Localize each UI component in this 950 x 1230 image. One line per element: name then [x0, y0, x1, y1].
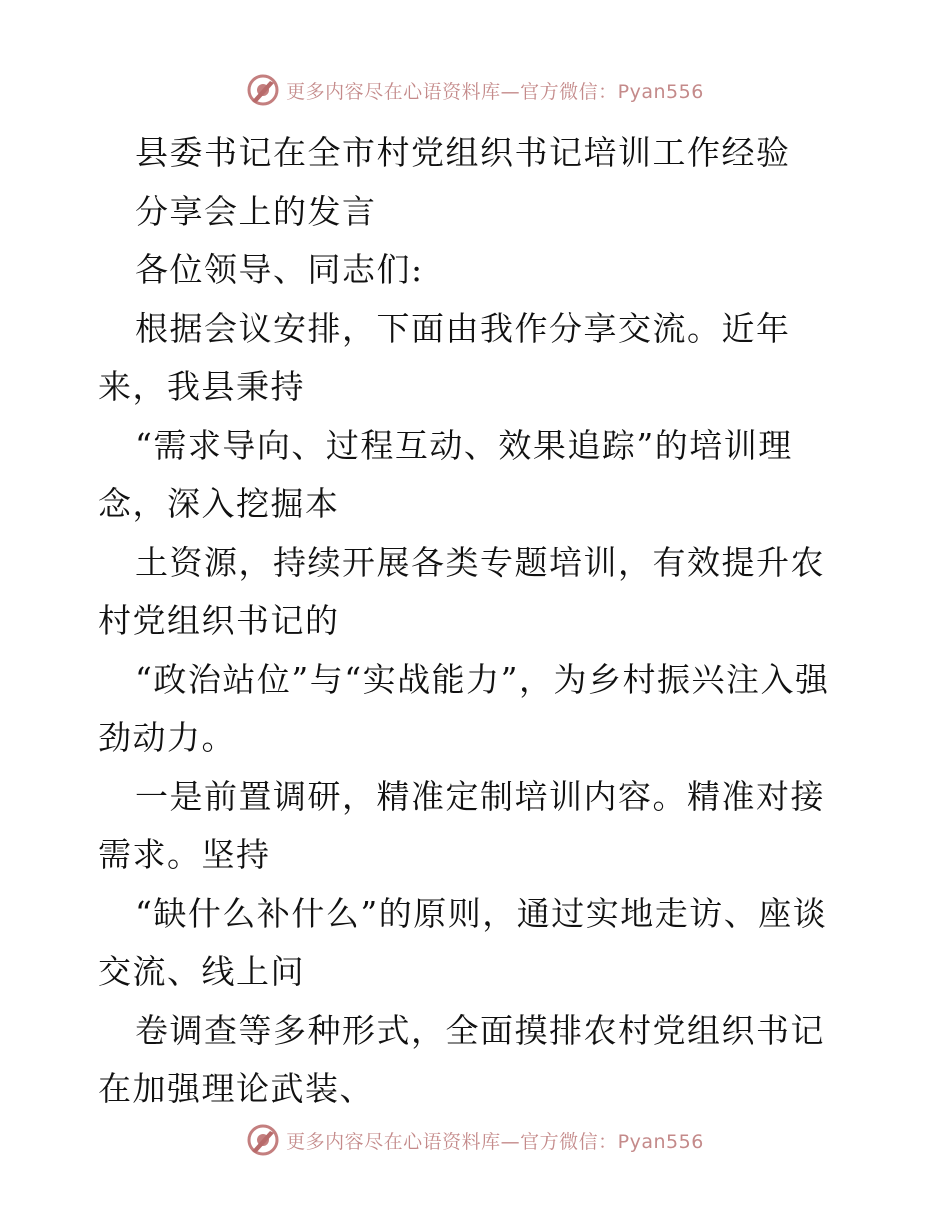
quill-logo-icon: [246, 73, 280, 107]
salutation: 各位领导、同志们:: [135, 250, 424, 289]
document-body: [98, 124, 858, 1119]
paragraph: 卷调查等多种形式，全面摸排农村党组织书记在加强理论武装、: [98, 1010, 825, 1108]
paragraph: “政治站位”与“实战能力”，为乡村振兴注入强劲动力。: [98, 659, 830, 757]
header-watermark: [0, 70, 950, 110]
paragraph: “需求导向、过程互动、效果追踪”的培训理念，深入挖掘本: [98, 425, 793, 523]
footer-watermark: [0, 1120, 950, 1160]
title-line-1: 县委书记在全市村党组织书记培训工作经验: [135, 133, 791, 172]
paragraph: 土资源，持续开展各类专题培训，有效提升农村党组织书记的: [98, 542, 825, 640]
watermark-text: 更多内容尽在心语资料库—官方微信：Pyan556: [286, 1130, 704, 1153]
watermark-text: 更多内容尽在心语资料库—官方微信：Pyan556: [286, 80, 704, 103]
title-line-2: 分享会上的发言: [135, 191, 377, 231]
quill-logo-icon: [246, 1123, 280, 1157]
paragraph: 一是前置调研，精准定制培训内容。精准对接需求。坚持: [98, 776, 825, 874]
paragraph: “缺什么补什么”的原则，通过实地走访、座谈交流、线上问: [98, 893, 828, 991]
paragraph: 根据会议安排，下面由我作分享交流。近年来，我县秉持: [98, 308, 791, 406]
